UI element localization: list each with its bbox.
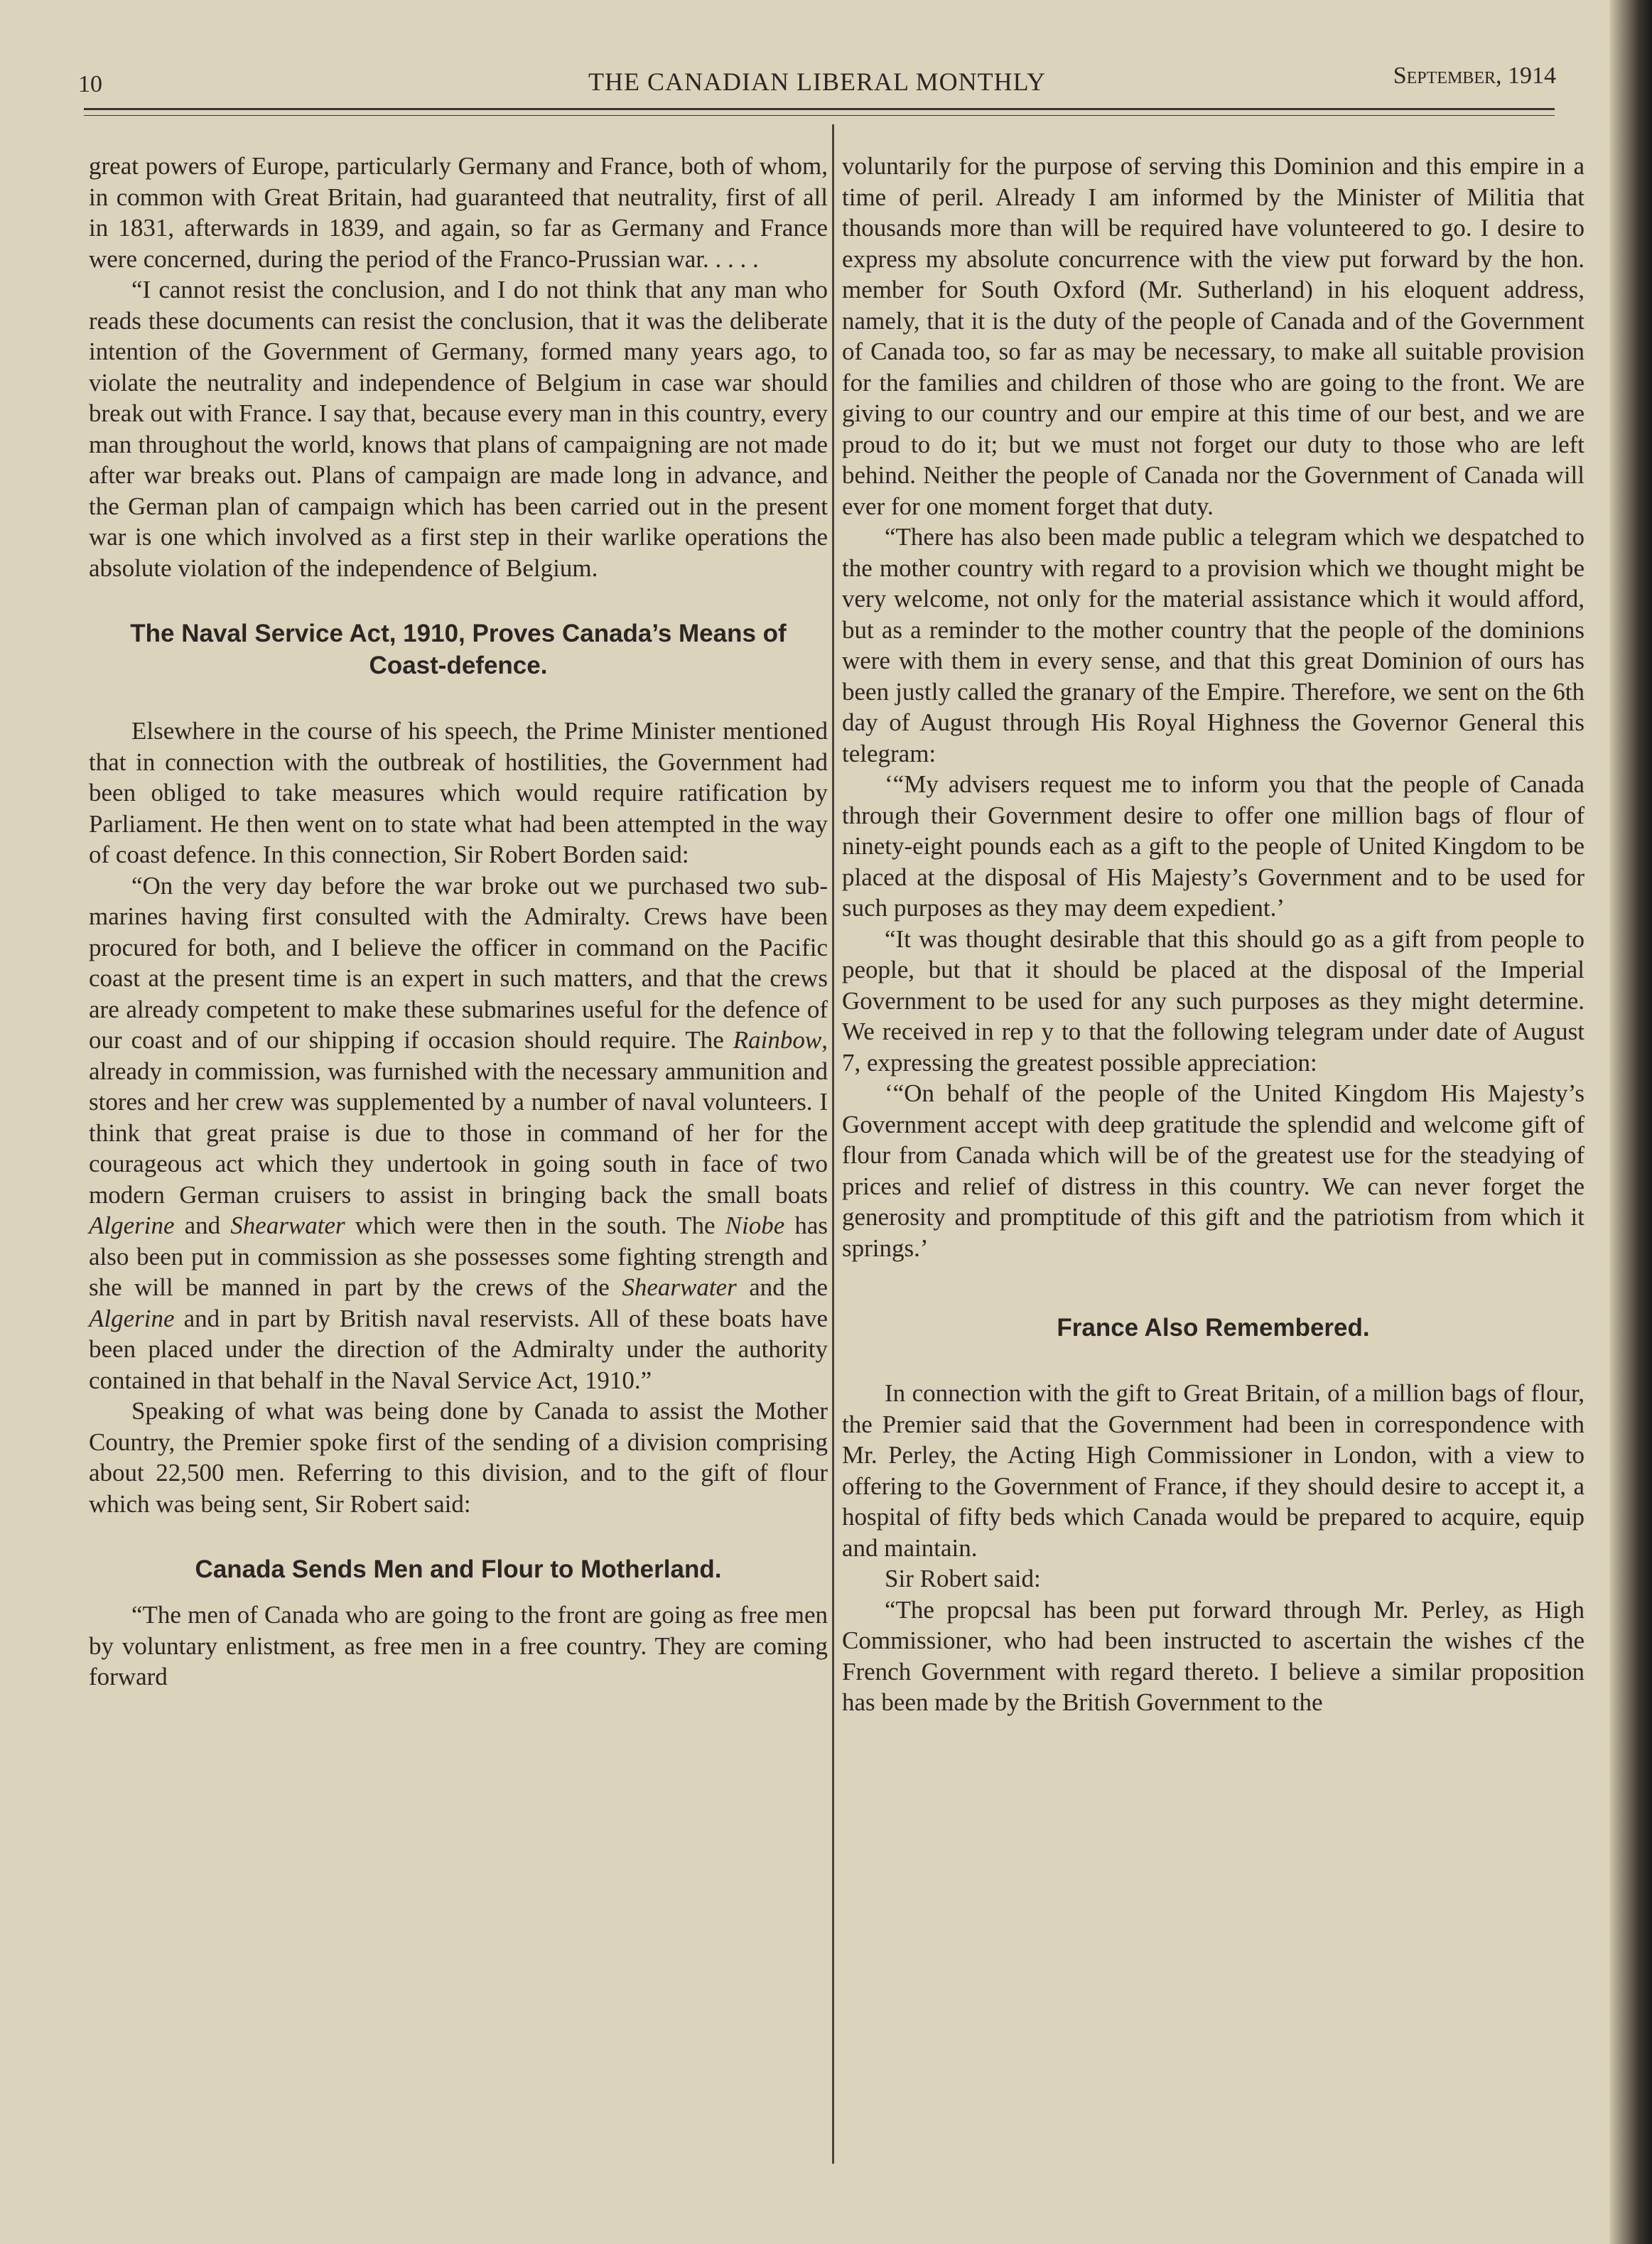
header-rule-thin xyxy=(84,115,1555,116)
paragraph: “The men of Canada who are going to the front are going as free men by voluntary enlistment, as free men in a free country. They are coming forward xyxy=(89,1601,828,1690)
paragraph: ‘“My advisers request me to inform you that the people of Canada through their Government desire to offer one million bags of flour of ninety-eight pounds each as a gift to the people of United Kingdom to be placed at the disposal of His Majesty’s Government and to be used for such purposes as they may deem expedient.’ xyxy=(842,770,1584,922)
paragraph: Elsewhere in the course of his speech, the Prime Minister mentioned that in connection with the outbreak of hostilities, the Government had been obliged to take measures which would require ratification by Parliament. He then went on to state what had been attempted in the way of coast defence. In this connection, Sir Robert Borden said: xyxy=(89,717,828,868)
paragraph: ‘“On behalf of the people of the United Kingdom His Majesty’s Government accept with deep gratitude the splendid and welcome gift of flour from Canada which will be of the greatest use for the steadying of prices and relief of distress in this country. We can never forget the generosity and promptitude of this gift and the patriotism from which it springs.’ xyxy=(842,1079,1584,1262)
paragraph: Speaking of what was being done by Canada to assist the Mother Country, the Premier spoke first of the sending of a division comprising about 22,500 men. Referring to this division, and to the gift of flour which was being sent, Sir Robert said: xyxy=(89,1397,828,1518)
ship-name: Niobe xyxy=(725,1212,785,1239)
ship-name: Shearwater xyxy=(622,1273,737,1301)
paragraph: “It was thought desirable that this should go as a gift from people to people, but that it should be placed at the disposal of the Imperial Government to be used for any such purposes as they might determine. We received in rep y to that the following telegram under date of August 7, expressing the greatest possible appreciation: xyxy=(842,924,1584,1077)
right-column xyxy=(842,151,1584,1718)
ship-name: Rainbow xyxy=(733,1026,822,1054)
left-column xyxy=(89,151,828,1693)
issue-date: September, 1914 xyxy=(1393,63,1556,89)
column-divider xyxy=(832,124,834,2164)
paragraph: voluntarily for the purpose of serving this Dominion and this empire in a time of peril. Already I am informed by the Minister of Militia that thousands more than will be required have volunteered to go. I desire to express my absolute concurrence with the view put forward by the hon. member for South Oxford (Mr. Sutherland) in his eloquent address, namely, that it is the duty of the people of Canada and of the Government of Canada too, so far as may be necessary, to make all suitable provision for the families and children of those who are going to the front. We are giving to our country and our empire at this time of our best, and we are proud to do it; but we must not forget our duty to those who are left behind. Neither the people of Canada nor the Government of Canada will ever for one moment forget that duty. xyxy=(842,152,1584,520)
paragraph: great powers of Europe, particularly Germany and France, both of whom, in common with Great Britain, had guaranteed that neutrality, first of all in 1831, afterwards in 1839, and again, so far as Germany and France were concerned, during the period of the Franco-Prussian war. . . . . xyxy=(89,152,828,273)
ship-name: Shearwater xyxy=(230,1212,345,1239)
publication-title: THE CANADIAN LIBERAL MONTHLY xyxy=(588,68,1046,96)
paragraph: “On the very day before the war broke out we purchased two sub-marines having first consulted with the Admiralty. Crews have been procured for both, and I believe the officer in command on the Pacific coast at the present time is an expert in such matters, and that the crews are already competent to make these submarines useful for the defence of our coast and of our shipping if occasion should require. The Rainbow, already in commission, was furnished with the necessary ammunition and stores and her crew was supplemented by a number of naval volunteers. I think that great praise is due to those in command of her for the courageous act which they undertook in going south in face of two modern German cruisers to assist in bringing back the small boats Algerine and Shearwater which were then in the south. The Niobe has also been put in commission as she possesses some fighting strength and she will be manned in part by the crews of the Shearwater and the Algerine and in part by British naval reservists. All of these boats have been placed under the direction of the Admiralty under the authority contained in that behalf in the Naval Service Act, 1910.” xyxy=(89,871,828,1394)
paragraph: Sir Robert said: xyxy=(885,1565,1041,1592)
section-heading: France Also Remembered. xyxy=(1057,1314,1370,1342)
section-heading: The Naval Service Act, 1910, Proves Canada’s Means of Coast-defence. xyxy=(130,620,787,679)
ship-name: Algerine xyxy=(89,1212,175,1239)
paragraph: In connection with the gift to Great Britain, of a million bags of flour, the Premier said that the Government had been in correspondence with Mr. Perley, the Acting High Commissioner in London, with a view to offering to the Government of France, if they should desire to accept it, a hospital of fifty beds which Canada would be prepared to acquire, equip and maintain. xyxy=(842,1379,1584,1562)
section-heading: Canada Sends Men and Flour to Motherland. xyxy=(195,1555,722,1583)
page-header xyxy=(78,57,1556,99)
header-rule-thick xyxy=(84,108,1555,110)
paragraph: “I cannot resist the conclusion, and I do not think that any man who reads these documents can resist the conclusion, that it was the deliberate intention of the Government of Germany, formed many years ago, to violate the neutrality and independence of Belgium in case war should break out with France. I say that, because every man in this country, every man throughout the world, knows that plans of campaigning are not made after war breaks out. Plans of campaign are made long in advance, and the German plan of campaign which has been carried out in the present war is one which involved as a first step in their warlike operations the absolute violation of the independence of Belgium. xyxy=(89,276,828,582)
paragraph: “The propcsal has been put forward through Mr. Perley, as High Commissioner, who had been instructed to ascertain the wishes cf the French Government with regard thereto. I believe a similar proposition has been made by the British Government to the xyxy=(842,1595,1584,1716)
paragraph: “There has also been made public a telegram which we despatched to the mother country with regard to a provision which we thought might be very welcome, not only for the material assistance which it would afford, but as a reminder to the mother country that the people of the dominions were with them in every sense, and that this great Dominion of ours has been justly called the granary of the Empire. Therefore, we sent on the 6th day of August through His Royal Highness the Governor General this telegram: xyxy=(842,523,1584,767)
page-edge-shadow xyxy=(1609,0,1652,2244)
page-number: 10 xyxy=(78,71,102,97)
ship-name: Algerine xyxy=(89,1304,175,1332)
